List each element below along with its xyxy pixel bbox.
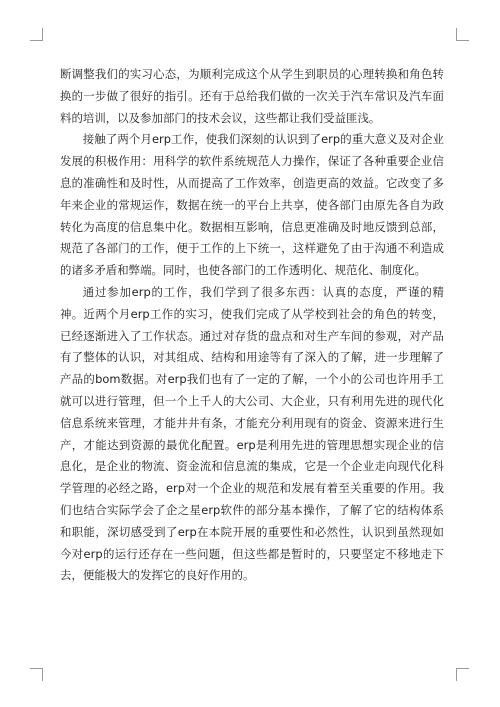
document-body	[60, 64, 444, 587]
paragraph-erp-significance: 接触了两个月erp工作，使我们深刻的认识到了erp的重大意义及对企业发展的积极作用：用科学的软件系统规范人力操作，保证了各种重要企业信息的准确性和及时性，从而提高了工作效率，创造更高的效益。它改变了多年来企业的常规运作，数据在统一的平台上共享，使各部门由原先各自为政转化为高度的信息集中化。数据相互影响，信息更准确及时地反馈到总部，规范了各部门的工作，便于工作的上下统一，这样避免了由于沟通不利造成的诸多矛盾和弊端。同时，也使各部门的工作透明化、规范化、制度化。	[60, 132, 444, 278]
paragraph-continuation: 断调整我们的实习心态，为顺利完成这个从学生到职员的心理转换和角色转换的一步做了很好的指引。还有于总给我们做的一次关于汽车常识及汽车面料的培训，以及参加部门的技术会议，这些都让我们受益匪浅。	[60, 67, 444, 125]
paragraph-erp-learnings: 通过参加erp的工作，我们学到了很多东西：认真的态度，严谨的精神。近两个月erp工作的实习，使我们完成了从学校到社会的角色的转变，已经逐渐进入了工作状态。通过对存货的盘点和对生产车间的参观，对产品有了整体的认识，对其组成、结构和用途等有了深入的了解，进一步理解了产品的bom数据。对erp我们也有了一定的了解，一个小的公司也许用手工就可以进行管理，但一个上千人的大公司、大企业，只有利用先进的现代化信息系统来管理，才能井井有条，才能充分利用现有的资金、资源来进行生产，才能达到资源的最优化配置。erp是利用先进的管理思想实现企业的信息化，是企业的物流、资金流和信息流的集成，它是一个企业走向现代化科学管理的必经之路，erp对一个企业的规范和发展有着至关重要的作用。我们也结合实际学会了企之星erp软件的部分基本操作，了解了它的结构体系和职能，深切感受到了erp在本院开展的重要性和必然性，认识到虽然现如今对erp的运行还存在一些问题，但这些都是暂时的，只要坚定不移地走下去，便能极大的发挥它的良好作用的。	[60, 284, 444, 583]
crop-mark-top-left	[30, 28, 43, 41]
crop-mark-bottom-right	[456, 668, 469, 681]
crop-mark-top-right	[456, 28, 469, 41]
crop-mark-bottom-left	[30, 668, 43, 681]
